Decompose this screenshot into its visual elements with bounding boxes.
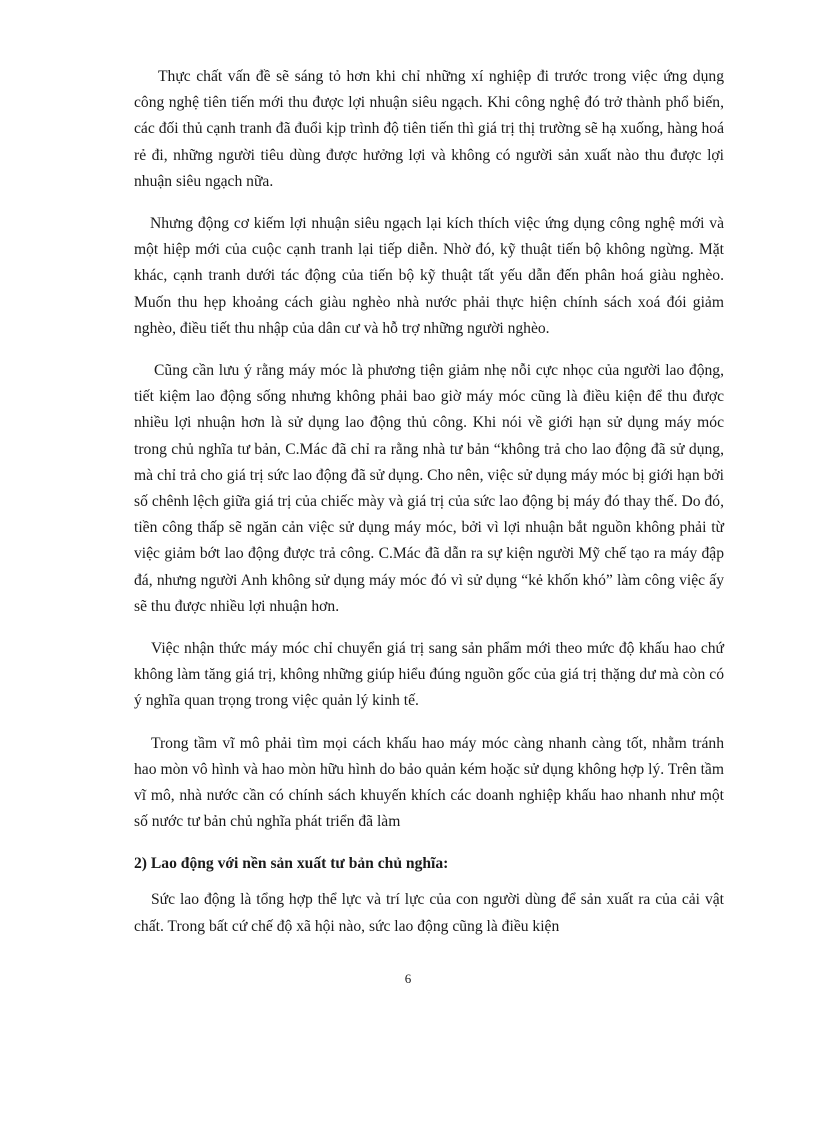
document-page [134,64,724,956]
paragraph-2: Nhưng động cơ kiếm lợi nhuận siêu ngạch lại kích thích việc ứng dụng công nghệ mới và một hiệp mới của cuộc cạnh tranh lại tiếp diễn. Nhờ đó, kỹ thuật tiến bộ không ngừng. Mặt khác, cạnh tranh dưới tác động của tiến bộ kỹ thuật tất yếu dẫn đến phân hoá giàu nghèo. Muốn thu hẹp khoảng cách giàu nghèo nhà nước phải thực hiện chính sách xoá đói giảm nghèo, điều tiết thu nhập của dân cư và hỗ trợ những người nghèo. [134,215,724,337]
paragraph-4: Việc nhận thức máy móc chỉ chuyển giá trị sang sản phẩm mới theo mức độ khấu hao chứ không làm tăng giá trị, không những giúp hiểu đúng nguồn gốc của giá trị thặng dư mà còn có ý nghĩa quan trọng trong việc quản lý kinh tế. [134,640,724,710]
paragraph-6: Sức lao động là tổng hợp thể lực và trí lực của con người dùng để sản xuất ra của cải vật chất. Trong bất cứ chế độ xã hội nào, sức lao động cũng là điều kiện [134,891,724,935]
page-number: 6 [404,971,412,986]
paragraph-5: Trong tầm vĩ mô phải tìm mọi cách khấu hao máy móc càng nhanh càng tốt, nhằm tránh hao mòn vô hình và hao mòn hữu hình do bảo quản kém hoặc sử dụng không hợp lý. Trên tầm vĩ mô, nhà nước cần có chính sách khuyến khích các doanh nghiệp khấu hao nhanh như một số nước tư bản chủ nghĩa phát triển đã làm [134,734,724,831]
section-heading: 2) Lao động với nền sản xuất tư bản chủ nghĩa: [134,855,449,873]
paragraph-1: Thực chất vấn đề sẽ sáng tỏ hơn khi chỉ những xí nghiệp đi trước trong việc ứng dụng công nghệ tiên tiến mới thu được lợi nhuận siêu ngạch. Khi công nghệ đó trở thành phổ biến, các đối thủ cạnh tranh đã đuổi kịp trình độ tiên tiến thì giá trị thị trường sẽ hạ xuống, hàng hoá rẻ đi, những người tiêu dùng được hưởng lợi và không có người sản xuất nào thu được lợi nhuận siêu ngạch nữa. [134,68,724,190]
paragraph-3: Cũng cần lưu ý rằng máy móc là phương tiện giảm nhẹ nỗi cực nhọc của người lao động, tiết kiệm lao động sống nhưng không phải bao giờ máy móc cũng là điều kiện để thu được nhiều lợi nhuận hơn là sử dụng lao động thủ công. Khi nói về giới hạn sử dụng máy móc trong chủ nghĩa tư bản, C.Mác đã chỉ ra rằng nhà tư bản “không trả cho lao động đã sử dụng, mà chỉ trả cho giá trị sức lao động đã sử dụng. Cho nên, việc sử dụng máy móc bị giới hạn bởi số chênh lệch giữa giá trị của chiếc mày và giá trị của sức lao động bị máy đó thay thế. Do đó, tiền công thấp sẽ ngăn cản việc sử dụng máy móc, bởi vì lợi nhuận bắt nguồn không phải từ việc giảm bớt lao động được trả công. C.Mác đã dẫn ra sự kiện người Mỹ chế tạo ra máy đập đá, nhưng người Anh không sử dụng máy móc đó vì sử dụng “kẻ khốn khó” làm công việc ấy sẽ thu được nhiều lợi nhuận hơn. [134,362,724,615]
